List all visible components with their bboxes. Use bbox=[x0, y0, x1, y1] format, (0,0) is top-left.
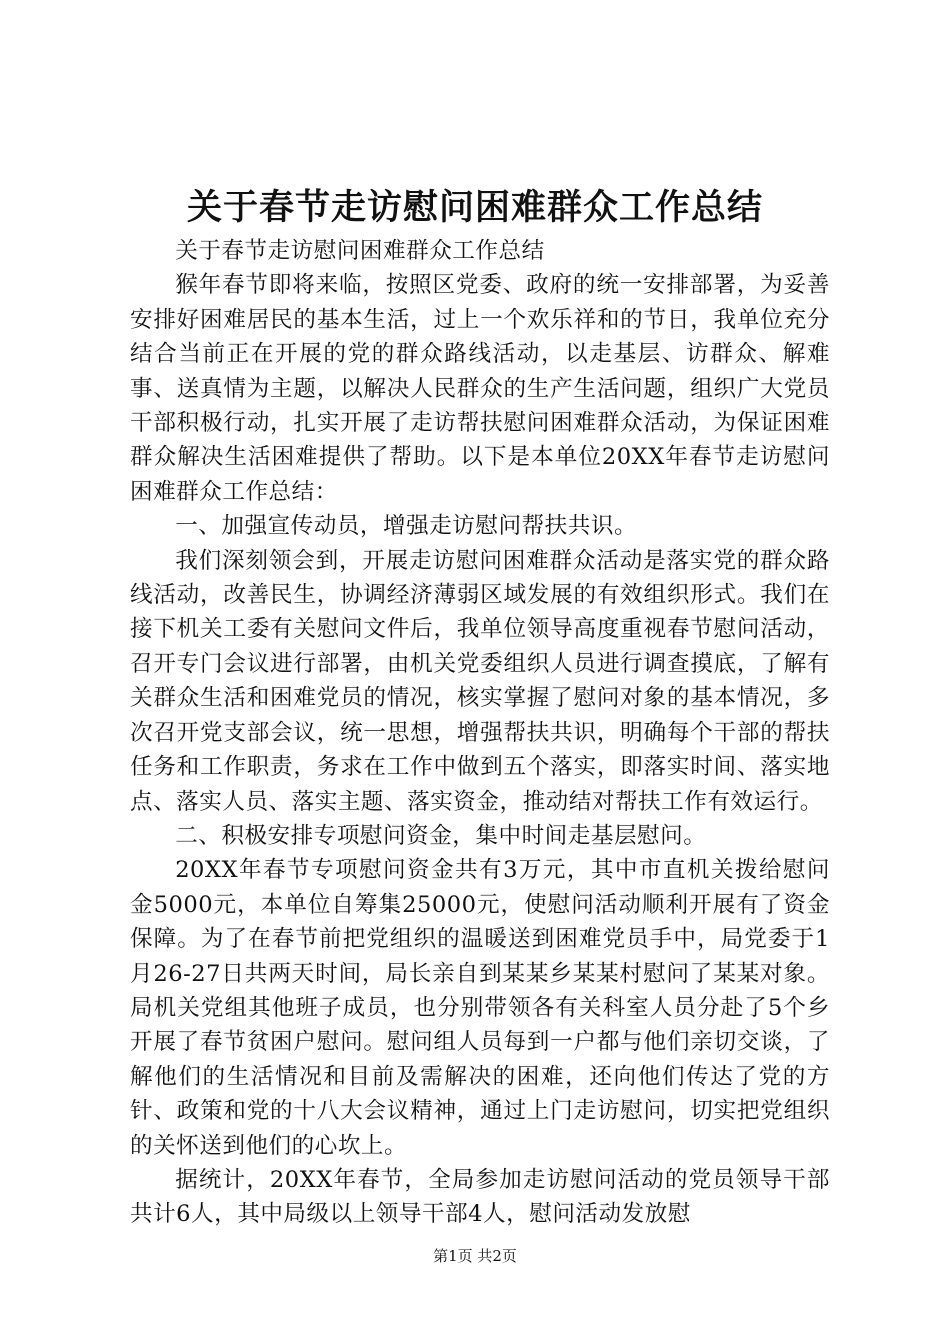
paragraph-statistics: 据统计，20XX年春节，全局参加走访慰问活动的党员领导干部共计6人，其中局级以上领导干部4人，慰问活动发放慰 bbox=[130, 1166, 830, 1228]
paragraph-section-2: 20XX年春节专项慰问资金共有3万元，其中市直机关拨给慰问金5000元，本单位自筹集25000元，使慰问活动顺利开展有了资金保障。为了在春节前把党组织的温暖送到困难党员手中，局党委于1月26-27日共两天时间，局长亲自到某某乡某某村慰问了某某对象。局机关党组其他班子成员，也分别带领各有关科室人员分赴了5个乡开展了春节贫困户慰问。慰问组人员每到一户都与他们亲切交谈，了解他们的生活情况和目前及需解决的困难，还向他们传达了党的方针、政策和党的十八大会议精神，通过上门走访慰问，切实把党组织的关怀送到他们的心坎上。 bbox=[130, 857, 830, 1159]
document-body bbox=[130, 234, 830, 1232]
section-heading-1: 一、加强宣传动员，增强走访慰问帮扶共识。 bbox=[175, 513, 638, 540]
paragraph-intro: 猴年春节即将来临，按照区党委、政府的统一安排部署，为妥善安排好困难居民的基本生活，过上一个欢乐祥和的节日，我单位充分结合当前正在开展的党的群众路线活动，以走基层、访群众、解难事、送真情为主题，以解决人民群众的生产生活问题，组织广大党员干部积极行动，扎实开展了走访帮扶慰问困难群众活动，为保证困难群众解决生活困难提供了帮助。以下是本单位20XX年春节走访慰问困难群众工作总结： bbox=[130, 272, 830, 505]
section-heading-2: 二、积极安排专项慰问资金，集中时间走基层慰问。 bbox=[175, 822, 707, 849]
paragraph-subtitle: 关于春节走访慰问困难群众工作总结 bbox=[175, 238, 545, 264]
paragraph-section-1: 我们深刻领会到，开展走访慰问困难群众活动是落实党的群众路线活动，改善民生，协调经济薄弱区域发展的有效组织形式。我们在接下机关工委有关慰问文件后，我单位领导高度重视春节慰问活动，召开专门会议进行部署，由机关党委组织人员进行调查摸底，了解有关群众生活和困难党员的情况，核实掌握了慰问对象的基本情况，多次召开党支部会议，统一思想，增强帮扶共识，明确每个干部的帮扶任务和工作职责，务求在工作中做到五个落实，即落实时间、落实地点、落实人员、落实主题、落实资金，推动结对帮扶工作有效运行。 bbox=[130, 547, 830, 815]
page-title: 关于春节走访慰问困难群众工作总结 bbox=[186, 187, 763, 228]
page-number-footer: 第1页 共2页 bbox=[433, 1247, 517, 1265]
